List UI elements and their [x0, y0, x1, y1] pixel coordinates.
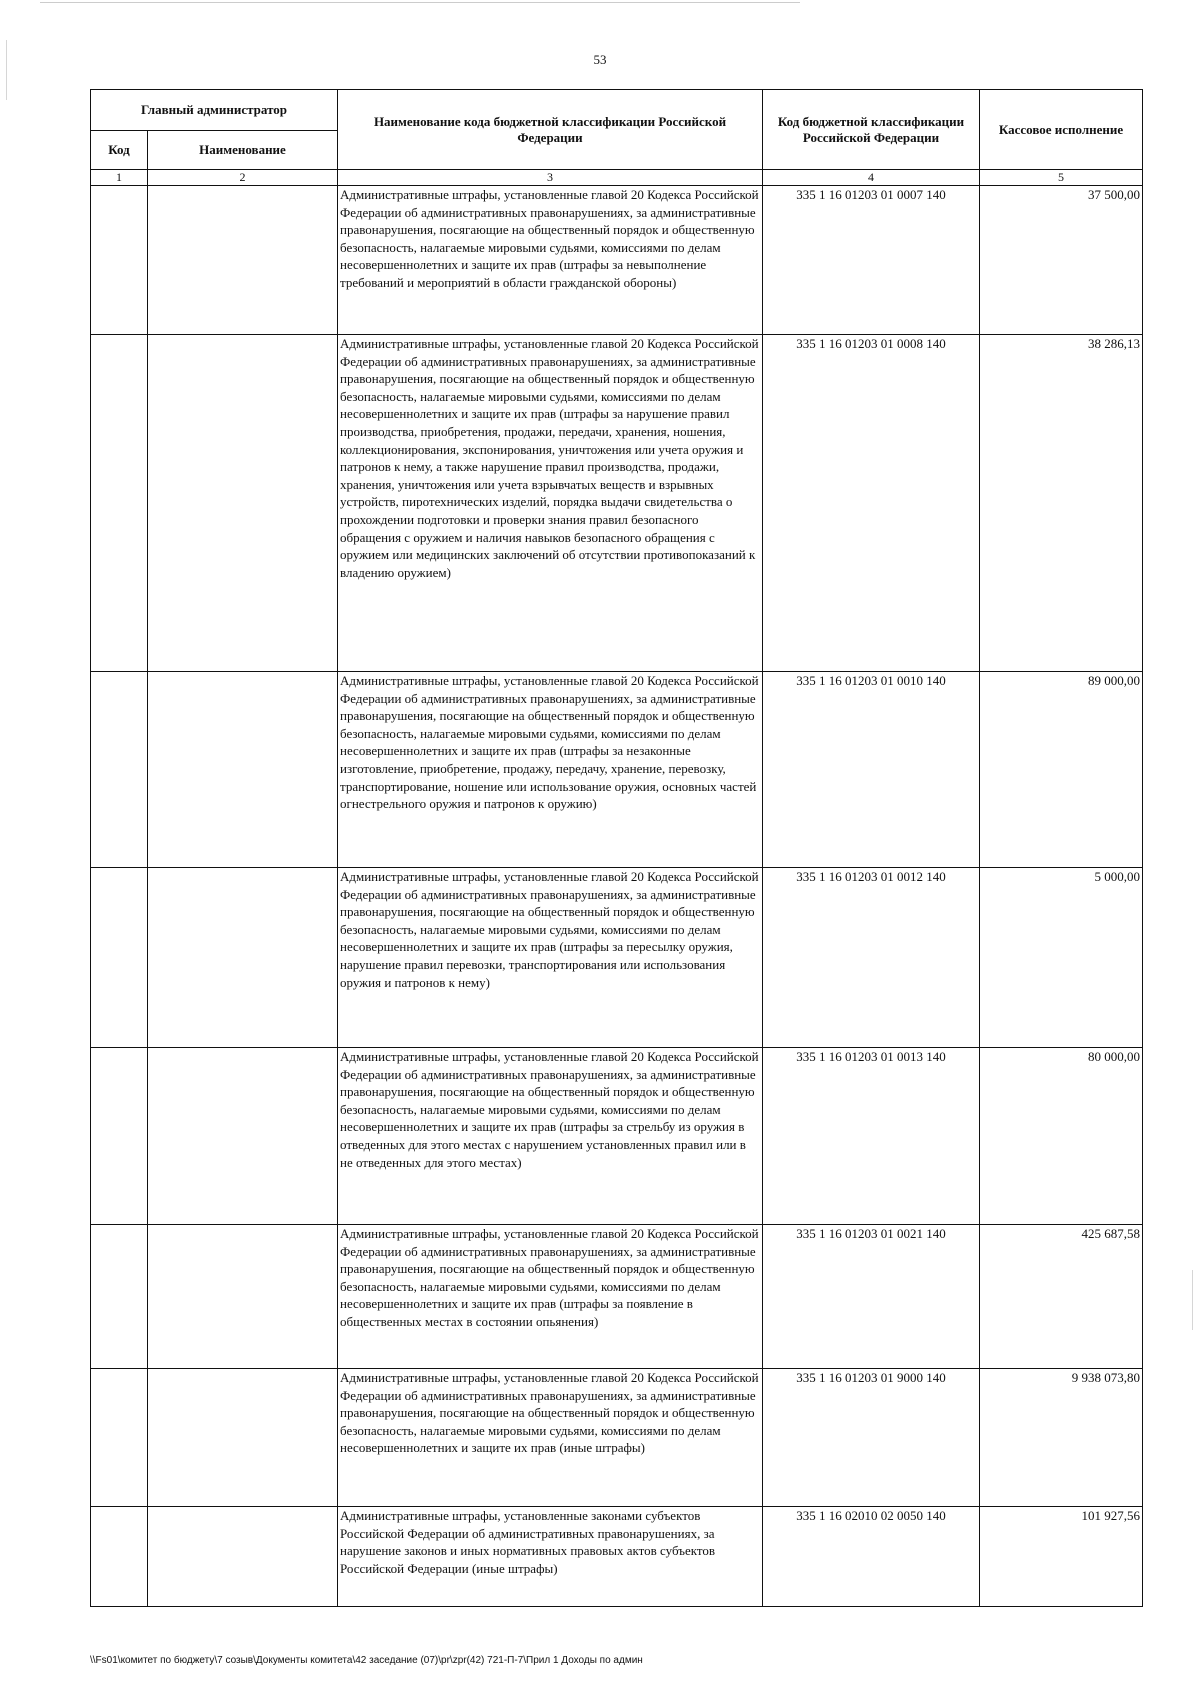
table-row: [91, 868, 1143, 1048]
kbk-code: 335 1 16 01203 01 0008 140: [763, 335, 980, 672]
kbk-description: Административные штрафы, установленные главой 20 Кодекса Российской Федерации об административных правонарушениях, за административные правонарушения, посягающие на общественный порядок и общественную безопасность, налагаемые мировыми судьями, комиссиями по делам несовершеннолетних и защите их прав (штрафы за незаконные изготовление, приобретение, продажу, передачу, хранение, перевозку, транспортирование, ношение или использование оружия, основных частей огнестрельного оружия и патронов к оружию): [338, 672, 763, 868]
scan-edge-left: [6, 40, 7, 100]
admin-code-cell: [91, 672, 148, 868]
admin-name-cell: [148, 1507, 338, 1607]
header-main-admin: Главный администратор: [91, 90, 338, 131]
budget-revenue-table: [90, 89, 1143, 1607]
footer-file-path: \\Fs01\комитет по бюджету\7 созыв\Документы комитета\42 заседание (07)\pr\zpr(42) 721-П-7\Прил 1 Доходы по админ: [90, 1655, 643, 1666]
column-number-row: [91, 170, 1143, 186]
table-row: [91, 335, 1143, 672]
kbk-description: Административные штрафы, установленные главой 20 Кодекса Российской Федерации об административных правонарушениях, за административные правонарушения, посягающие на общественный порядок и общественную безопасность, налагаемые мировыми судьями, комиссиями по делам несовершеннолетних и защите их прав (штрафы за нарушение правил производства, приобретения, продажи, передачи, хранения, ношения, коллекционирования, экспонирования, уничтожения или учета оружия и патронов к нему, а также нарушение правил производства, продажи, хранения, уничтожения или учета взрывчатых веществ и взрывных устройств, пиротехнических изделий, порядка выдачи свидетельства о прохождении подготовки и проверки знания правил безопасного обращения с оружием и наличия навыков безопасного обращения с оружием или медицинских заключений об отсутствии противопоказаний к владению оружием): [338, 335, 763, 672]
admin-name-cell: [148, 186, 338, 335]
column-number: 1: [91, 170, 148, 186]
column-number: 2: [148, 170, 338, 186]
column-number: 3: [338, 170, 763, 186]
kbk-code: 335 1 16 01203 01 9000 140: [763, 1369, 980, 1507]
table-row: [91, 1369, 1143, 1507]
admin-name-cell: [148, 1048, 338, 1225]
admin-name-cell: [148, 335, 338, 672]
admin-code-cell: [91, 335, 148, 672]
header-name: Наименование: [148, 131, 338, 170]
scan-edge-right: [1192, 1270, 1193, 1330]
column-number: 4: [763, 170, 980, 186]
admin-name-cell: [148, 1369, 338, 1507]
admin-code-cell: [91, 868, 148, 1048]
header-kbk-code: Код бюджетной классификации Российской Федерации: [763, 90, 980, 170]
admin-code-cell: [91, 1369, 148, 1507]
table-row: [91, 1507, 1143, 1607]
kbk-code: 335 1 16 01203 01 0007 140: [763, 186, 980, 335]
table-row: [91, 672, 1143, 868]
kbk-code: 335 1 16 01203 01 0013 140: [763, 1048, 980, 1225]
kbk-code: 335 1 16 01203 01 0010 140: [763, 672, 980, 868]
admin-code-cell: [91, 1225, 148, 1369]
kbk-description: Административные штрафы, установленные главой 20 Кодекса Российской Федерации об административных правонарушениях, за административные правонарушения, посягающие на общественный порядок и общественную безопасность, налагаемые мировыми судьями, комиссиями по делам несовершеннолетних и защите их прав (иные штрафы): [338, 1369, 763, 1507]
cash-amount: 38 286,13: [980, 335, 1143, 672]
cash-amount: 101 927,56: [980, 1507, 1143, 1607]
scan-edge-top: [40, 2, 800, 3]
kbk-description: Административные штрафы, установленные главой 20 Кодекса Российской Федерации об административных правонарушениях, за административные правонарушения, посягающие на общественный порядок и общественную безопасность, налагаемые мировыми судьями, комиссиями по делам несовершеннолетних и защите их прав (штрафы за стрельбу из оружия в отведенных для этого местах с нарушением установленных правил или в не отведенных для этого местах): [338, 1048, 763, 1225]
kbk-code: 335 1 16 02010 02 0050 140: [763, 1507, 980, 1607]
kbk-code: 335 1 16 01203 01 0021 140: [763, 1225, 980, 1369]
header-kbk-name: Наименование кода бюджетной классификации Российской Федерации: [338, 90, 763, 170]
admin-name-cell: [148, 868, 338, 1048]
admin-name-cell: [148, 1225, 338, 1369]
kbk-description: Административные штрафы, установленные главой 20 Кодекса Российской Федерации об административных правонарушениях, за административные правонарушения, посягающие на общественный порядок и общественную безопасность, налагаемые мировыми судьями, комиссиями по делам несовершеннолетних и защите их прав (штрафы за появление в общественных местах в состоянии опьянения): [338, 1225, 763, 1369]
cash-amount: 5 000,00: [980, 868, 1143, 1048]
cash-amount: 9 938 073,80: [980, 1369, 1143, 1507]
table-row: [91, 1225, 1143, 1369]
table-row: [91, 1048, 1143, 1225]
column-number: 5: [980, 170, 1143, 186]
admin-code-cell: [91, 1507, 148, 1607]
cash-amount: 80 000,00: [980, 1048, 1143, 1225]
cash-amount: 89 000,00: [980, 672, 1143, 868]
table-row: [91, 186, 1143, 335]
kbk-code: 335 1 16 01203 01 0012 140: [763, 868, 980, 1048]
header-cash-execution: Кассовое исполнение: [980, 90, 1143, 170]
kbk-description: Административные штрафы, установленные законами субъектов Российской Федерации об административных правонарушениях, за нарушение законов и иных нормативных правовых актов субъектов Российской Федерации (иные штрафы): [338, 1507, 763, 1607]
kbk-description: Административные штрафы, установленные главой 20 Кодекса Российской Федерации об административных правонарушениях, за административные правонарушения, посягающие на общественный порядок и общественную безопасность, налагаемые мировыми судьями, комиссиями по делам несовершеннолетних и защите их прав (штрафы за пересылку оружия, нарушение правил перевозки, транспортирования или использования оружия и патронов к нему): [338, 868, 763, 1048]
page-number: 53: [593, 52, 607, 67]
cash-amount: 425 687,58: [980, 1225, 1143, 1369]
admin-code-cell: [91, 186, 148, 335]
admin-name-cell: [148, 672, 338, 868]
admin-code-cell: [91, 1048, 148, 1225]
kbk-description: Административные штрафы, установленные главой 20 Кодекса Российской Федерации об административных правонарушениях, за административные правонарушения, посягающие на общественный порядок и общественную безопасность, налагаемые мировыми судьями, комиссиями по делам несовершеннолетних и защите их прав (штрафы за невыполнение требований и мероприятий в области гражданской обороны): [338, 186, 763, 335]
cash-amount: 37 500,00: [980, 186, 1143, 335]
header-code: Код: [91, 131, 148, 170]
